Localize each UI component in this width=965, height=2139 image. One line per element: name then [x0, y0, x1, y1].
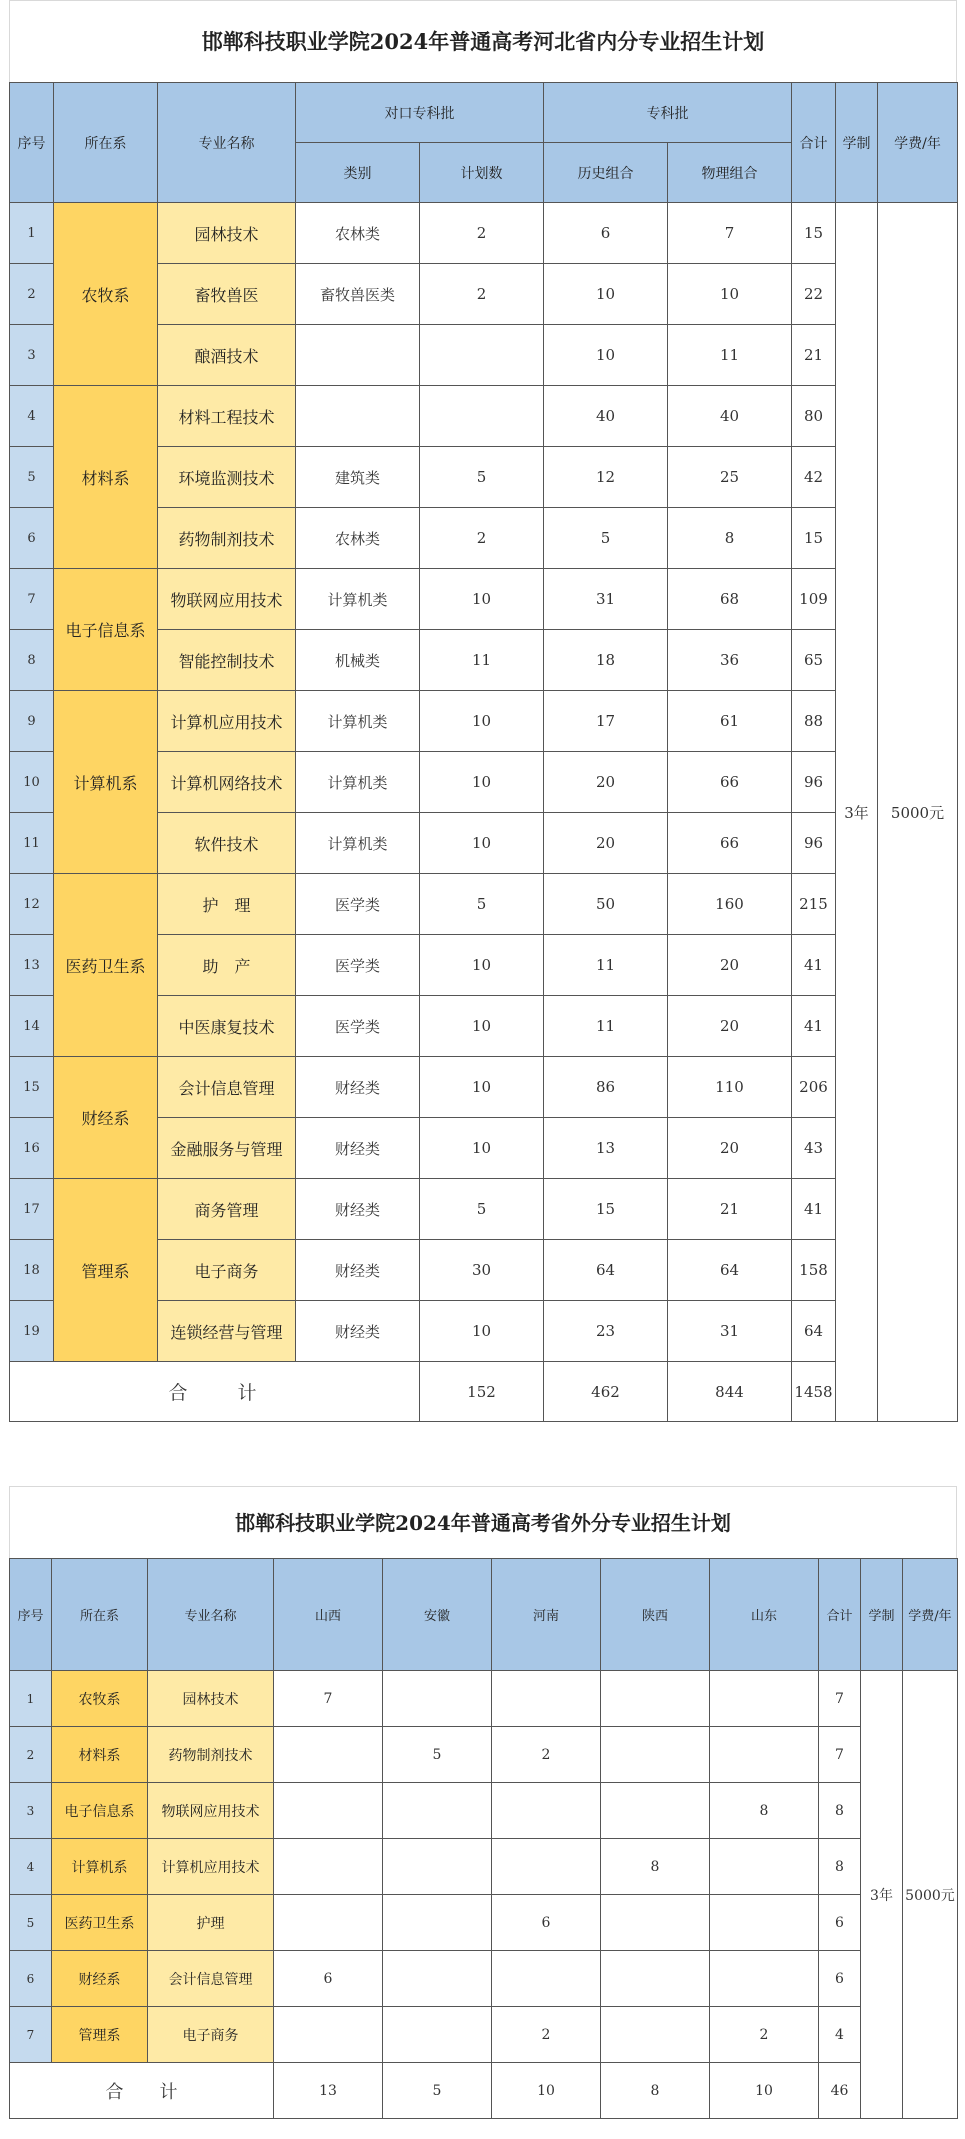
- physics-cell: 68: [668, 569, 792, 630]
- seq-cell: 2: [10, 264, 54, 325]
- history-cell: 10: [544, 325, 668, 386]
- total-row: [10, 1362, 958, 1422]
- total-cell: 6: [819, 1895, 861, 1951]
- out-province-plan-sheet: [9, 1486, 957, 2119]
- province-total-cell: 10: [492, 2063, 601, 2119]
- history-cell: 18: [544, 630, 668, 691]
- major-cell: 酿酒技术: [158, 325, 296, 386]
- province-value-cell: 6: [274, 1951, 383, 2007]
- plan-cell: 5: [420, 447, 544, 508]
- total-cell: 8: [819, 1839, 861, 1895]
- major-cell: 智能控制技术: [158, 630, 296, 691]
- table2-title: 邯郸科技职业学院2024年普通高考省外分专业招生计划: [9, 1486, 957, 1558]
- total-cell: 15: [792, 203, 836, 264]
- major-cell: 物联网应用技术: [148, 1783, 274, 1839]
- total-cell: 21: [792, 325, 836, 386]
- history-cell: 86: [544, 1057, 668, 1118]
- category-cell: 畜牧兽医类: [296, 264, 420, 325]
- category-cell: 计算机类: [296, 569, 420, 630]
- category-cell: [296, 386, 420, 447]
- major-cell: 药物制剂技术: [158, 508, 296, 569]
- total-cell: 158: [792, 1240, 836, 1301]
- province-value-cell: [274, 1727, 383, 1783]
- province-value-cell: [492, 1839, 601, 1895]
- header-fee: 学费/年: [903, 1559, 958, 1671]
- plan-cell: 2: [420, 264, 544, 325]
- province-value-cell: [492, 1783, 601, 1839]
- total-cell: 41: [792, 935, 836, 996]
- physics-cell: 36: [668, 630, 792, 691]
- seq-cell: 6: [10, 508, 54, 569]
- total-cell: 15: [792, 508, 836, 569]
- dept-cell: 电子信息系: [54, 569, 158, 691]
- total-cell: 215: [792, 874, 836, 935]
- physics-cell: 8: [668, 508, 792, 569]
- seq-cell: 3: [10, 325, 54, 386]
- history-cell: 11: [544, 935, 668, 996]
- category-cell: 医学类: [296, 996, 420, 1057]
- physics-cell: 160: [668, 874, 792, 935]
- seq-cell: 16: [10, 1118, 54, 1179]
- table-row: [10, 1727, 958, 1783]
- header-total: 合计: [792, 83, 836, 203]
- plan-cell: 10: [420, 1118, 544, 1179]
- major-cell: 会计信息管理: [148, 1951, 274, 2007]
- province-value-cell: [601, 1671, 710, 1727]
- header-province: 陕西: [601, 1559, 710, 1671]
- category-cell: 机械类: [296, 630, 420, 691]
- category-cell: 计算机类: [296, 813, 420, 874]
- major-cell: 物联网应用技术: [158, 569, 296, 630]
- total-physics: 844: [668, 1362, 792, 1422]
- total-cell: 8: [819, 1783, 861, 1839]
- physics-cell: 7: [668, 203, 792, 264]
- seq-cell: 15: [10, 1057, 54, 1118]
- seq-cell: 5: [10, 1895, 52, 1951]
- dept-cell: 管理系: [52, 2007, 148, 2063]
- seq-cell: 3: [10, 1783, 52, 1839]
- seq-cell: 10: [10, 752, 54, 813]
- table-row: [10, 1895, 958, 1951]
- province-value-cell: [710, 1839, 819, 1895]
- seq-cell: 18: [10, 1240, 54, 1301]
- province-value-cell: [601, 1895, 710, 1951]
- header-province: 安徽: [383, 1559, 492, 1671]
- province-value-cell: 2: [492, 1727, 601, 1783]
- seq-cell: 12: [10, 874, 54, 935]
- out-province-plan-table: [9, 1558, 958, 2119]
- history-cell: 12: [544, 447, 668, 508]
- total-label: 合 计: [10, 2063, 274, 2119]
- plan-cell: 10: [420, 813, 544, 874]
- total-sum: 1458: [792, 1362, 836, 1422]
- major-cell: 计算机应用技术: [158, 691, 296, 752]
- table-row: [10, 1839, 958, 1895]
- province-value-cell: [383, 2007, 492, 2063]
- category-cell: 财经类: [296, 1118, 420, 1179]
- province-value-cell: 2: [710, 2007, 819, 2063]
- total-cell: 206: [792, 1057, 836, 1118]
- plan-cell: 10: [420, 691, 544, 752]
- physics-cell: 10: [668, 264, 792, 325]
- seq-cell: 5: [10, 447, 54, 508]
- history-cell: 20: [544, 752, 668, 813]
- physics-cell: 61: [668, 691, 792, 752]
- category-cell: 医学类: [296, 935, 420, 996]
- table-row: [10, 203, 958, 264]
- major-cell: 计算机应用技术: [148, 1839, 274, 1895]
- history-cell: 20: [544, 813, 668, 874]
- major-cell: 会计信息管理: [158, 1057, 296, 1118]
- province-value-cell: 8: [710, 1783, 819, 1839]
- plan-cell: 5: [420, 874, 544, 935]
- province-total-cell: 13: [274, 2063, 383, 2119]
- seq-cell: 4: [10, 386, 54, 447]
- seq-cell: 4: [10, 1839, 52, 1895]
- province-value-cell: [601, 1727, 710, 1783]
- header-duikou: 对口专科批: [296, 83, 544, 143]
- province-value-cell: [383, 1951, 492, 2007]
- history-cell: 6: [544, 203, 668, 264]
- major-cell: 园林技术: [158, 203, 296, 264]
- province-value-cell: [383, 1671, 492, 1727]
- seq-cell: 13: [10, 935, 54, 996]
- major-cell: 商务管理: [158, 1179, 296, 1240]
- header-duration: 学制: [861, 1559, 903, 1671]
- header-zhuanke: 专科批: [544, 83, 792, 143]
- province-value-cell: [492, 1951, 601, 2007]
- header-physics: 物理组合: [668, 143, 792, 203]
- province-value-cell: [274, 1783, 383, 1839]
- major-cell: 护 理: [158, 874, 296, 935]
- major-cell: 畜牧兽医: [158, 264, 296, 325]
- header-province: 河南: [492, 1559, 601, 1671]
- seq-cell: 9: [10, 691, 54, 752]
- total-cell: 96: [792, 813, 836, 874]
- table-row: [10, 691, 958, 752]
- header-plan: 计划数: [420, 143, 544, 203]
- plan-cell: 10: [420, 1057, 544, 1118]
- table-row: [10, 1783, 958, 1839]
- province-value-cell: 6: [492, 1895, 601, 1951]
- table-row: [10, 569, 958, 630]
- category-cell: 建筑类: [296, 447, 420, 508]
- major-cell: 园林技术: [148, 1671, 274, 1727]
- seq-cell: 11: [10, 813, 54, 874]
- category-cell: 医学类: [296, 874, 420, 935]
- total-sum: 46: [819, 2063, 861, 2119]
- major-cell: 护理: [148, 1895, 274, 1951]
- dept-cell: 材料系: [52, 1727, 148, 1783]
- total-cell: 96: [792, 752, 836, 813]
- history-cell: 5: [544, 508, 668, 569]
- province-value-cell: [601, 1951, 710, 2007]
- physics-cell: 31: [668, 1301, 792, 1362]
- major-cell: 金融服务与管理: [158, 1118, 296, 1179]
- physics-cell: 110: [668, 1057, 792, 1118]
- category-cell: 计算机类: [296, 691, 420, 752]
- header-province: 山西: [274, 1559, 383, 1671]
- history-cell: 15: [544, 1179, 668, 1240]
- province-value-cell: 5: [383, 1727, 492, 1783]
- province-value-cell: [383, 1783, 492, 1839]
- total-cell: 6: [819, 1951, 861, 2007]
- history-cell: 40: [544, 386, 668, 447]
- duration-cell: 3年: [861, 1671, 903, 2119]
- table-row: [10, 1951, 958, 2007]
- major-cell: 环境监测技术: [158, 447, 296, 508]
- seq-cell: 14: [10, 996, 54, 1057]
- dept-cell: 医药卫生系: [52, 1895, 148, 1951]
- category-cell: 财经类: [296, 1179, 420, 1240]
- total-cell: 88: [792, 691, 836, 752]
- history-cell: 13: [544, 1118, 668, 1179]
- dept-cell: 计算机系: [52, 1839, 148, 1895]
- province-value-cell: [492, 1671, 601, 1727]
- total-history: 462: [544, 1362, 668, 1422]
- total-row: [10, 2063, 958, 2119]
- seq-cell: 6: [10, 1951, 52, 2007]
- category-cell: 财经类: [296, 1240, 420, 1301]
- category-cell: 财经类: [296, 1057, 420, 1118]
- total-cell: 22: [792, 264, 836, 325]
- fee-cell: 5000元: [878, 203, 958, 1422]
- total-cell: 41: [792, 996, 836, 1057]
- seq-cell: 17: [10, 1179, 54, 1240]
- province-value-cell: [274, 2007, 383, 2063]
- seq-cell: 1: [10, 203, 54, 264]
- header-major: 专业名称: [148, 1559, 274, 1671]
- major-cell: 药物制剂技术: [148, 1727, 274, 1783]
- major-cell: 电子商务: [158, 1240, 296, 1301]
- major-cell: 助 产: [158, 935, 296, 996]
- header-province: 山东: [710, 1559, 819, 1671]
- dept-cell: 财经系: [52, 1951, 148, 2007]
- total-cell: 109: [792, 569, 836, 630]
- province-value-cell: [710, 1951, 819, 2007]
- province-value-cell: [601, 1783, 710, 1839]
- major-cell: 软件技术: [158, 813, 296, 874]
- category-cell: 财经类: [296, 1301, 420, 1362]
- dept-cell: 农牧系: [54, 203, 158, 386]
- physics-cell: 20: [668, 996, 792, 1057]
- plan-cell: 10: [420, 1301, 544, 1362]
- dept-cell: 财经系: [54, 1057, 158, 1179]
- total-cell: 43: [792, 1118, 836, 1179]
- major-cell: 连锁经营与管理: [158, 1301, 296, 1362]
- plan-cell: 10: [420, 935, 544, 996]
- history-cell: 64: [544, 1240, 668, 1301]
- province-value-cell: [383, 1839, 492, 1895]
- physics-cell: 21: [668, 1179, 792, 1240]
- header-seq: 序号: [10, 83, 54, 203]
- plan-cell: [420, 325, 544, 386]
- history-cell: 11: [544, 996, 668, 1057]
- header-dept: 所在系: [52, 1559, 148, 1671]
- history-cell: 10: [544, 264, 668, 325]
- province-value-cell: 2: [492, 2007, 601, 2063]
- total-cell: 64: [792, 1301, 836, 1362]
- plan-cell: 10: [420, 569, 544, 630]
- dept-cell: 电子信息系: [52, 1783, 148, 1839]
- total-cell: 42: [792, 447, 836, 508]
- table-row: [10, 386, 958, 447]
- header-major: 专业名称: [158, 83, 296, 203]
- dept-cell: 管理系: [54, 1179, 158, 1362]
- plan-cell: 5: [420, 1179, 544, 1240]
- history-cell: 17: [544, 691, 668, 752]
- plan-cell: 10: [420, 752, 544, 813]
- province-total-cell: 8: [601, 2063, 710, 2119]
- province-value-cell: 7: [274, 1671, 383, 1727]
- seq-cell: 8: [10, 630, 54, 691]
- province-value-cell: [383, 1895, 492, 1951]
- table-row: [10, 1057, 958, 1118]
- history-cell: 31: [544, 569, 668, 630]
- category-cell: 农林类: [296, 203, 420, 264]
- history-cell: 23: [544, 1301, 668, 1362]
- plan-cell: 2: [420, 508, 544, 569]
- major-cell: 中医康复技术: [158, 996, 296, 1057]
- major-cell: 材料工程技术: [158, 386, 296, 447]
- physics-cell: 66: [668, 813, 792, 874]
- seq-cell: 7: [10, 569, 54, 630]
- dept-cell: 材料系: [54, 386, 158, 569]
- plan-cell: 10: [420, 996, 544, 1057]
- seq-cell: 1: [10, 1671, 52, 1727]
- table1-title: 邯郸科技职业学院2024年普通高考河北省内分专业招生计划: [9, 0, 957, 82]
- history-cell: 50: [544, 874, 668, 935]
- header-category: 类别: [296, 143, 420, 203]
- physics-cell: 40: [668, 386, 792, 447]
- table-row: [10, 874, 958, 935]
- total-label: 合 计: [10, 1362, 420, 1422]
- province-value-cell: [710, 1895, 819, 1951]
- major-cell: 计算机网络技术: [158, 752, 296, 813]
- seq-cell: 7: [10, 2007, 52, 2063]
- province-total-cell: 5: [383, 2063, 492, 2119]
- total-cell: 4: [819, 2007, 861, 2063]
- dept-cell: 计算机系: [54, 691, 158, 874]
- in-province-plan-sheet: [9, 0, 957, 1422]
- table-row: [10, 1179, 958, 1240]
- category-cell: 计算机类: [296, 752, 420, 813]
- province-value-cell: [274, 1839, 383, 1895]
- table-row: [10, 1671, 958, 1727]
- total-cell: 80: [792, 386, 836, 447]
- duration-cell: 3年: [836, 203, 878, 1422]
- in-province-plan-table: [9, 82, 958, 1422]
- physics-cell: 66: [668, 752, 792, 813]
- physics-cell: 64: [668, 1240, 792, 1301]
- seq-cell: 19: [10, 1301, 54, 1362]
- header-fee: 学费/年: [878, 83, 958, 203]
- category-cell: 农林类: [296, 508, 420, 569]
- physics-cell: 20: [668, 935, 792, 996]
- province-value-cell: 8: [601, 1839, 710, 1895]
- header-dept: 所在系: [54, 83, 158, 203]
- province-total-cell: 10: [710, 2063, 819, 2119]
- plan-cell: 2: [420, 203, 544, 264]
- category-cell: [296, 325, 420, 386]
- total-cell: 65: [792, 630, 836, 691]
- dept-cell: 医药卫生系: [54, 874, 158, 1057]
- header-seq: 序号: [10, 1559, 52, 1671]
- major-cell: 电子商务: [148, 2007, 274, 2063]
- header-duration: 学制: [836, 83, 878, 203]
- province-value-cell: [274, 1895, 383, 1951]
- plan-cell: 30: [420, 1240, 544, 1301]
- province-value-cell: [710, 1671, 819, 1727]
- fee-cell: 5000元: [903, 1671, 958, 2119]
- header-total: 合计: [819, 1559, 861, 1671]
- physics-cell: 25: [668, 447, 792, 508]
- province-value-cell: [601, 2007, 710, 2063]
- table-row: [10, 2007, 958, 2063]
- total-cell: 7: [819, 1727, 861, 1783]
- total-cell: 41: [792, 1179, 836, 1240]
- plan-cell: [420, 386, 544, 447]
- province-value-cell: [710, 1727, 819, 1783]
- dept-cell: 农牧系: [52, 1671, 148, 1727]
- physics-cell: 11: [668, 325, 792, 386]
- seq-cell: 2: [10, 1727, 52, 1783]
- physics-cell: 20: [668, 1118, 792, 1179]
- total-plan: 152: [420, 1362, 544, 1422]
- plan-cell: 11: [420, 630, 544, 691]
- header-history: 历史组合: [544, 143, 668, 203]
- total-cell: 7: [819, 1671, 861, 1727]
